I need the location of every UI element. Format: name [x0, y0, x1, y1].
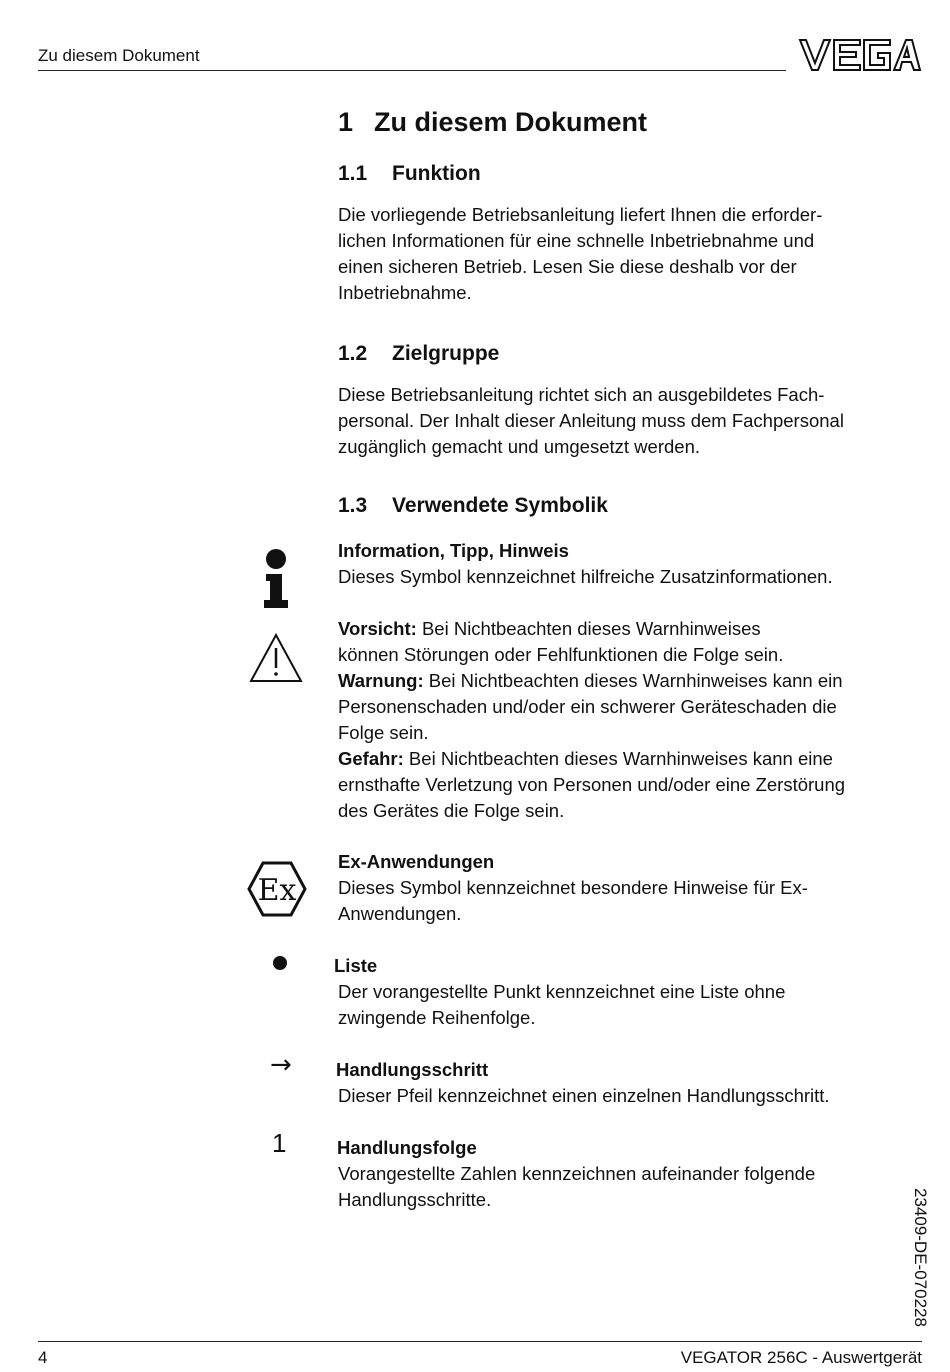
section-paragraph-zielgruppe	[338, 382, 930, 460]
text-line: Anwendungen.	[338, 903, 462, 924]
symbol-title: Ex-Anwendungen	[338, 851, 495, 872]
symbol-title: Handlungsfolge	[337, 1137, 477, 1158]
text-line: Vorangestellte Zahlen kennzeichnen aufeinander folgende	[338, 1163, 816, 1184]
warning-triangle-icon	[248, 632, 304, 684]
section-heading-funktion	[338, 162, 481, 186]
text-line: ernsthafte Verletzung von Personen und/oder eine Zerstörung	[338, 774, 846, 795]
text-line: Bei Nichtbeachten dieses Warnhinweises kann eine	[403, 748, 833, 769]
section-paragraph-funktion	[338, 202, 930, 306]
footer-divider	[38, 1341, 922, 1342]
symbol-title: Handlungsschritt	[336, 1059, 489, 1080]
section-title: Funktion	[392, 162, 481, 185]
text-line: lichen Informationen für eine schnelle Inbetriebnahme und	[338, 230, 815, 251]
text-line: Bei Nichtbeachten dieses Warnhinweises kann ein	[423, 670, 843, 691]
symbol-title: Liste	[334, 955, 378, 976]
chapter-title	[338, 107, 647, 138]
symbol-step-description	[338, 1083, 930, 1109]
warning-line	[338, 668, 930, 694]
symbol-list-description	[338, 979, 930, 1031]
caution-label: Vorsicht:	[338, 618, 417, 639]
text-line: zugänglich gemacht und umgesetzt werden.	[338, 436, 700, 457]
symbol-warning-block	[338, 616, 930, 824]
symbol-info-block	[338, 538, 930, 590]
symbol-ex-block	[338, 849, 930, 927]
text-line: Die vorliegende Betriebsanleitung liefert Ihnen die erforder-	[338, 204, 823, 225]
symbol-title: Information, Tipp, Hinweis	[338, 540, 569, 561]
text-line: Der vorangestellte Punkt kennzeichnet eine Liste ohne	[338, 981, 786, 1002]
section-number: 1.3	[338, 494, 368, 517]
page-number: 4	[38, 1348, 48, 1367]
symbol-sequence-title	[337, 1135, 929, 1161]
section-title: Zielgruppe	[392, 342, 500, 365]
ex-hexagon-icon	[246, 860, 308, 918]
danger-line	[338, 746, 930, 772]
section-title: Verwendete Symbolik	[392, 494, 608, 517]
chapter-title-text: Zu diesem Dokument	[374, 107, 648, 137]
footer-title: VEGATOR 256C - Auswertgerät	[680, 1348, 922, 1367]
caution-line	[338, 616, 930, 642]
arrow-right-icon: →	[270, 1050, 292, 1080]
text-line: Handlungsschritte.	[338, 1189, 492, 1210]
information-icon	[260, 548, 292, 610]
svg-text:Ex: Ex	[257, 873, 297, 908]
section-number: 1.2	[338, 342, 368, 365]
header-divider	[38, 70, 786, 71]
symbol-list-block	[334, 953, 926, 979]
symbol-description: Dieses Symbol kennzeichnet hilfreiche Zusatzinformationen.	[338, 566, 833, 587]
text-line: Bei Nichtbeachten dieses Warnhinweises	[416, 618, 761, 639]
section-number: 1.1	[338, 162, 368, 185]
text-line: Dieser Pfeil kennzeichnet einen einzelnen Handlungsschritt.	[338, 1085, 830, 1106]
section-heading-symbolik	[338, 494, 608, 518]
text-line: können Störungen oder Fehlfunktionen die Folge sein.	[338, 644, 784, 665]
text-line: zwingende Reihenfolge.	[338, 1007, 536, 1028]
text-line: Inbetriebnahme.	[338, 282, 472, 303]
section-heading-zielgruppe	[338, 342, 499, 366]
running-header: Zu diesem Dokument	[38, 46, 200, 65]
text-line: des Gerätes die Folge sein.	[338, 800, 565, 821]
chapter-number: 1	[338, 107, 354, 137]
document-id: 23409-DE-070228	[911, 1188, 930, 1327]
symbol-step-title	[336, 1057, 928, 1083]
vega-logo	[798, 38, 922, 72]
text-line: Dieses Symbol kennzeichnet besondere Hinweise für Ex-	[338, 877, 808, 898]
warning-label: Warnung:	[338, 670, 424, 691]
text-line: personal. Der Inhalt dieser Anleitung muss dem Fachpersonal	[338, 410, 844, 431]
sequence-number-icon: 1	[272, 1128, 287, 1158]
danger-label: Gefahr:	[338, 748, 404, 769]
bullet-dot-icon	[273, 956, 287, 970]
text-line: Folge sein.	[338, 722, 429, 743]
symbol-sequence-description	[338, 1161, 930, 1213]
text-line: einen sicheren Betrieb. Lesen Sie diese deshalb vor der	[338, 256, 797, 277]
text-line: Diese Betriebsanleitung richtet sich an ausgebildetes Fach-	[338, 384, 825, 405]
text-line: Personenschaden und/oder ein schwerer Geräteschaden die	[338, 696, 837, 717]
